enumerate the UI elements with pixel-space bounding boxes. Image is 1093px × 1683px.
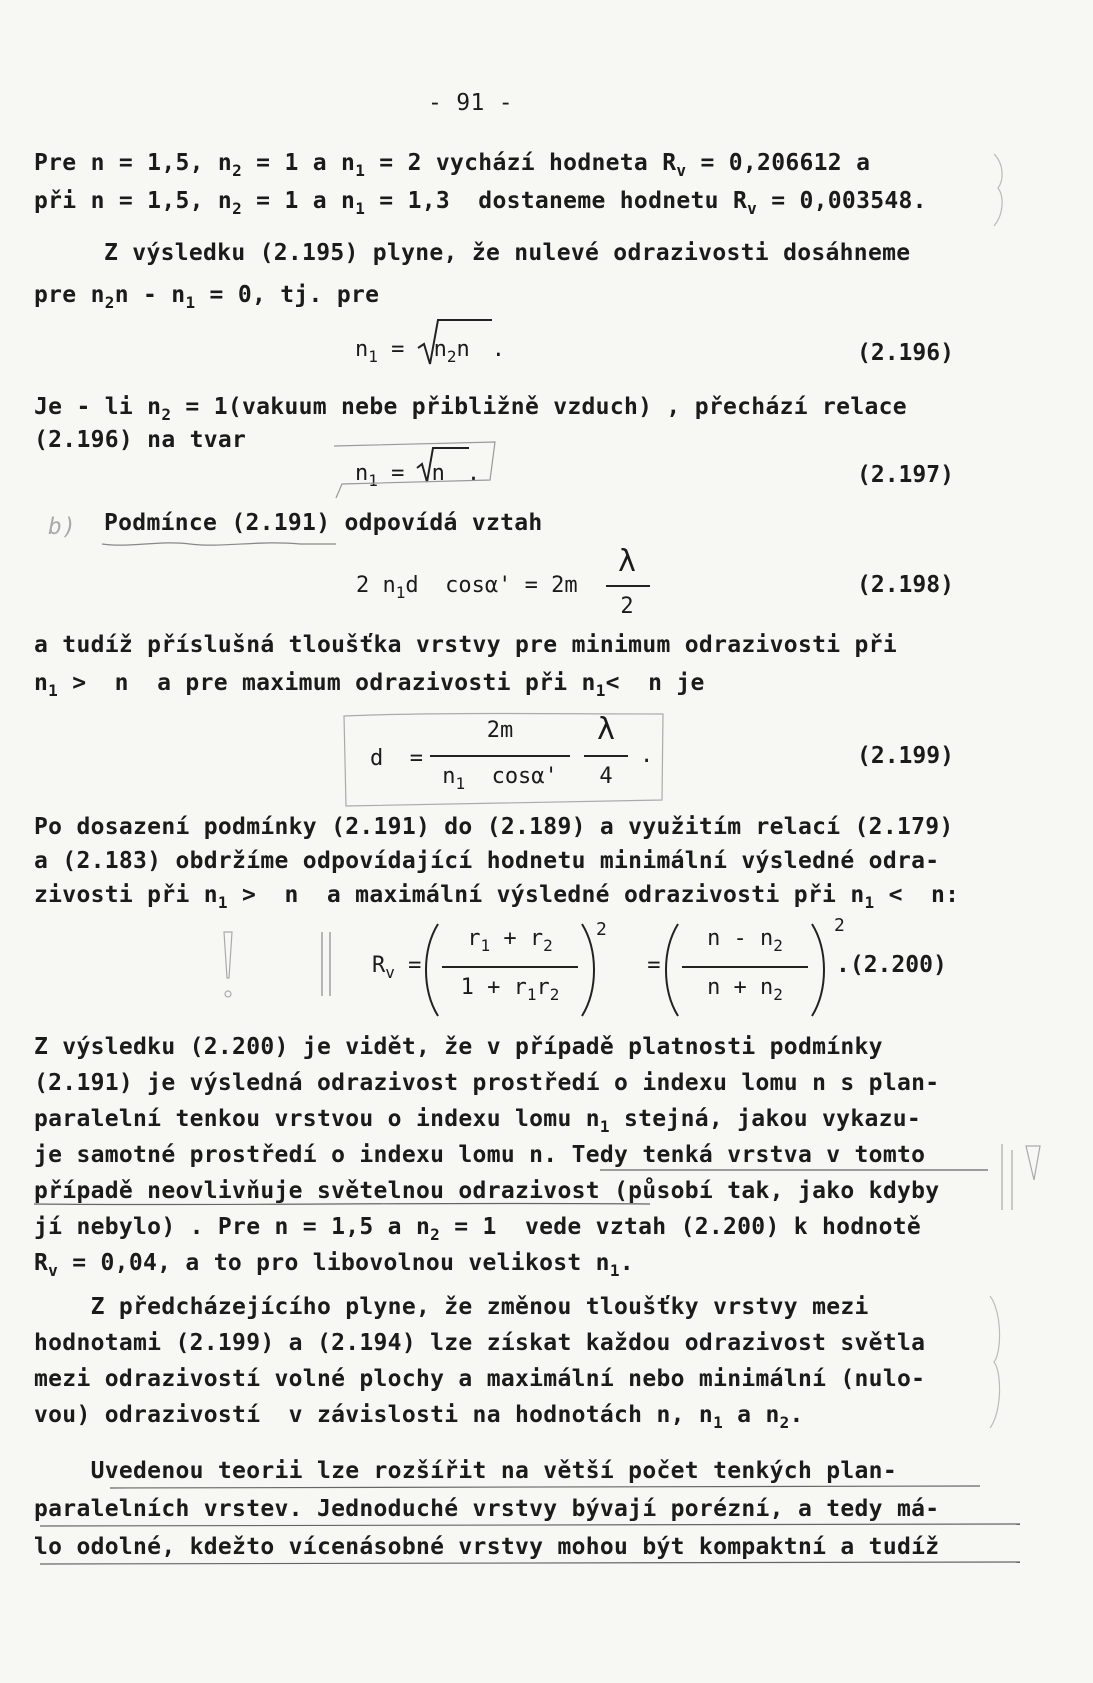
pencil-exclamation bbox=[210, 928, 250, 1008]
text-line: zivosti při $n_1 > n$ a maximální výsledné odrazivosti při $n_1 < n$: bbox=[34, 882, 960, 912]
equation-number: (2.198) bbox=[857, 572, 954, 598]
exponent: 2 bbox=[834, 915, 845, 936]
fraction-numerator: 2m bbox=[486, 718, 514, 743]
text-line: (2.191) je výsledná odrazivost prostředí o indexu lomu n s plan- bbox=[34, 1070, 940, 1096]
text-line: (2.196) na tvar bbox=[34, 427, 247, 453]
equation-2-199: d = bbox=[370, 746, 423, 771]
text-line: Podmínce (2.191) odpovídá vztah bbox=[104, 510, 543, 536]
text-line: paralelní tenkou vrstvou o indexu lomu $n_1$ stejná, jakou vykazu- bbox=[34, 1106, 922, 1136]
fraction-bar bbox=[606, 585, 650, 587]
equation-2-200: $R_v$ = bbox=[372, 953, 422, 982]
text-line: Z výsledku (2.195) plyne, že nulevé odrazivosti dosáhneme bbox=[104, 240, 911, 266]
pencil-double-bar bbox=[318, 930, 338, 1000]
equation-2-198: 2 $n_1d$ cosα' = 2m bbox=[356, 573, 578, 602]
equation-number: (2.199) bbox=[857, 743, 954, 769]
equation-2-197: $n_1 = n$ . bbox=[355, 461, 481, 490]
pencil-box bbox=[330, 440, 500, 500]
text-line: mezi odrazivostí volné plochy a maximální nebo minimální (nulo- bbox=[34, 1366, 926, 1392]
text-line: Uvedenou teorii lze rozšířit na větší počet tenkých plan- bbox=[34, 1458, 897, 1484]
pencil-bracket bbox=[990, 150, 1020, 230]
pencil-underline bbox=[30, 1166, 990, 1218]
text-line: při n = 1,5, $n_2 = 1$ a $n_1 = 1,3$ dostaneme hodnetu $R_v = 0,003548$. bbox=[34, 188, 927, 218]
fraction-denominator: $n + n_2$ bbox=[707, 975, 783, 1004]
fraction-denominator: 4 bbox=[599, 764, 613, 789]
fraction-bar bbox=[682, 966, 808, 968]
text-line: lo odolné, kdežto vícenásobné vrstvy mohou být kompaktní a tudíž bbox=[34, 1534, 940, 1560]
text-line: Po dosazení podmínky (2.191) do (2.189) a využitím relací (2.179) bbox=[34, 814, 954, 840]
equation-number: .(2.200) bbox=[836, 952, 947, 978]
text-line: Z výsledku (2.200) je vidět, že v případě platnosti podmínky bbox=[34, 1034, 883, 1060]
margin-note: b) bbox=[48, 514, 77, 540]
equation-number: (2.197) bbox=[857, 462, 954, 488]
text-line: Pre n = 1,5, $n_2 = 1$ a $n_1 = 2$ vychází hodneta $R_v = 0,206612$ a bbox=[34, 150, 871, 180]
fraction-bar bbox=[442, 966, 578, 968]
exponent: 2 bbox=[596, 919, 607, 940]
text-line: pre $n_2n - n_1 = 0$, tj. pre bbox=[34, 282, 380, 312]
text-line: případě neovlivňuje světelnou odrazivost (působí tak, jako kdyby bbox=[34, 1178, 940, 1204]
fraction-bar bbox=[584, 755, 628, 757]
pencil-underline bbox=[20, 1484, 1020, 1574]
fraction-numerator: λ bbox=[596, 712, 616, 747]
fraction-denominator: 2 bbox=[620, 594, 634, 619]
pencil-margin-mark bbox=[996, 1140, 1056, 1220]
text-line: vou) odrazivostí v závislosti na hodnotách n, $n_1$ a $n_2$. bbox=[34, 1402, 804, 1432]
fraction-numerator: n - $n_2$ bbox=[707, 926, 783, 955]
fraction-denominator: $1 + r_1r_2$ bbox=[460, 975, 560, 1004]
text-line: $n_1 > n$ a pre maximum odrazivosti při $n_1< n$ je bbox=[34, 670, 705, 700]
text-line: a tudíž příslušná tloušťka vrstvy pre minimum odrazivosti při bbox=[34, 632, 897, 658]
text-line: $R_v = 0,04$, a to pro libovolnou velikost $n_1$. bbox=[34, 1250, 634, 1280]
equation-number: (2.196) bbox=[857, 340, 954, 366]
text-line: jí nebylo) . Pre n = 1,5 a $n_2 = 1$ vede vztah (2.200) k hodnotě bbox=[34, 1214, 922, 1244]
text-line: Je - li $n_2$ = 1(vakuum nebe přibližně vzduch) , přechází relace bbox=[34, 394, 907, 424]
equals-sign: = bbox=[634, 953, 661, 978]
fraction-numerator: $r_1 + r_2$ bbox=[467, 926, 553, 955]
page-number: - 91 - bbox=[428, 90, 513, 116]
radical-sign bbox=[416, 318, 496, 368]
fraction-denominator: $n_1$ cosα' bbox=[442, 764, 558, 793]
pencil-underline bbox=[100, 538, 340, 550]
equation-2-196: $n_1 = n_2n$ . bbox=[355, 337, 506, 366]
text-line: paralelních vrstev. Jednoduché vrstvy bývají porézní, a tedy má- bbox=[34, 1496, 940, 1522]
text-line: a (2.183) obdržíme odpovídající hodnetu minimální výsledné odra- bbox=[34, 848, 940, 874]
pencil-bracket bbox=[986, 1292, 1016, 1432]
text-line: Z předcházejícího plyne, že změnou tloušťky vrstvy mezi bbox=[34, 1294, 869, 1320]
fraction-numerator: λ bbox=[617, 544, 637, 579]
text-line: hodnotami (2.199) a (2.194) lze získat každou odrazivost světla bbox=[34, 1330, 926, 1356]
text-line: je samotné prostředí o indexu lomu n. Tedy tenká vrstva v tomto bbox=[34, 1142, 926, 1168]
equation-dot: . bbox=[640, 743, 654, 768]
fraction-bar bbox=[430, 755, 570, 757]
